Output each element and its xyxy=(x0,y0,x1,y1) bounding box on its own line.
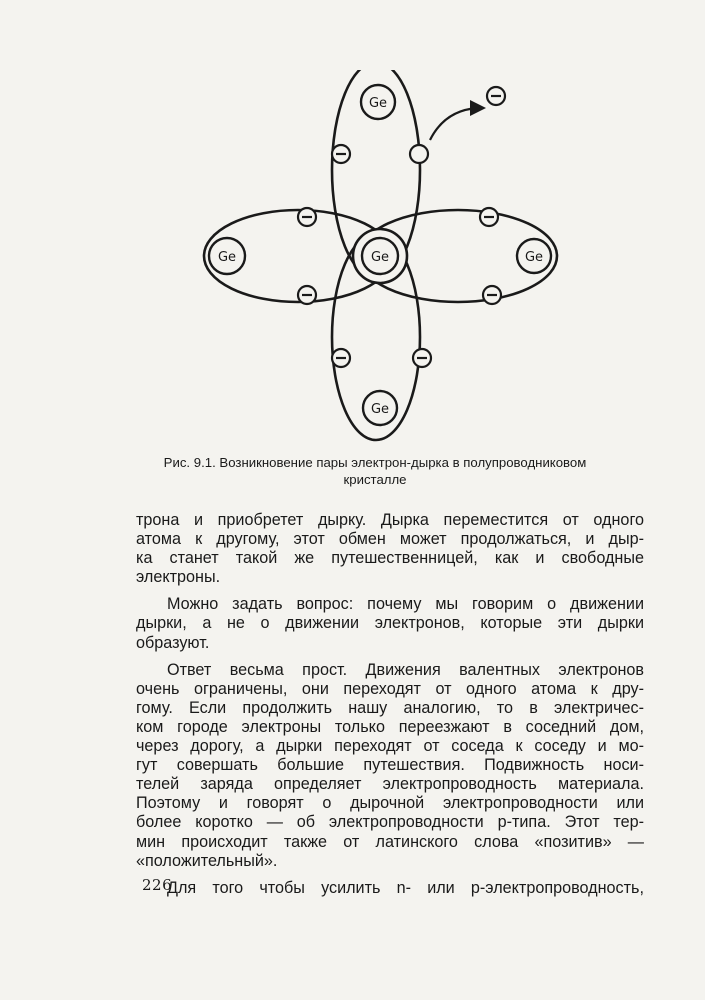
text-line: Поэтому и говорят о дырочной электропроводности или xyxy=(136,794,644,813)
text-line: трона и приобретет дырку. Дырка переместится от одного xyxy=(136,511,644,529)
arrow-escape-head xyxy=(470,100,486,116)
atom-label-center: Ge xyxy=(370,250,390,265)
text-line: дырки, а не о движении электронов, которые эти дырки xyxy=(136,614,644,633)
text-line: Ответ весьма прост. Движения валентных электронов xyxy=(167,660,644,679)
paragraph-2 xyxy=(136,595,644,652)
text-line: гому. Если продолжить нашу аналогию, то в электричес- xyxy=(136,698,644,717)
hole-top-right xyxy=(410,145,428,163)
page-number: 226 xyxy=(142,876,173,894)
text-line: образуют. xyxy=(136,633,210,652)
text-line: «положительный». xyxy=(136,851,278,870)
text-line: атома к другому, этот обмен может продолжаться, и дыр- xyxy=(136,530,644,549)
paragraph-3 xyxy=(136,661,644,871)
paragraph-4 xyxy=(136,879,644,898)
caption-line: Рис. 9.1. Возникновение пары электрон-дырка в полупроводниковом xyxy=(163,455,587,470)
figure-electron-hole-diagram xyxy=(190,70,580,450)
figure-caption xyxy=(140,454,610,488)
atom-label-top: Ge xyxy=(368,96,388,111)
crystal-lattice-svg xyxy=(190,70,580,450)
text-line: гут совершать большие путешествия. Подвижность носи- xyxy=(136,756,644,775)
atom-label-right: Ge xyxy=(524,250,544,265)
atom-label-bottom: Ge xyxy=(370,402,390,417)
text-line: через дорогу, а дырки переходят от соседа к соседу и мо- xyxy=(136,737,644,756)
text-line: ка станет такой же путешественницей, как и свободные xyxy=(136,549,644,568)
text-line: более коротко — об электропроводности р-типа. Этот тер- xyxy=(136,813,644,832)
paragraph-1 xyxy=(136,511,644,587)
text-line: мин происходит также от латинского слова «позитив» — xyxy=(136,832,644,851)
text-line: Для того чтобы усилить n- или р-электропроводность, xyxy=(167,878,644,897)
text-line: электроны. xyxy=(136,568,221,587)
text-line: ком городе электроны только переезжают в соседний дом, xyxy=(136,717,644,736)
text-line: Можно задать вопрос: почему мы говорим о движении xyxy=(167,595,644,614)
text-line: телей заряда определяет электропроводность материала. xyxy=(136,775,644,794)
atom-label-left: Ge xyxy=(217,250,237,265)
caption-line: кристалле xyxy=(343,472,407,487)
body-text xyxy=(136,511,644,906)
text-line: очень ограничены, они переходят от одного атома к дру- xyxy=(136,679,644,698)
